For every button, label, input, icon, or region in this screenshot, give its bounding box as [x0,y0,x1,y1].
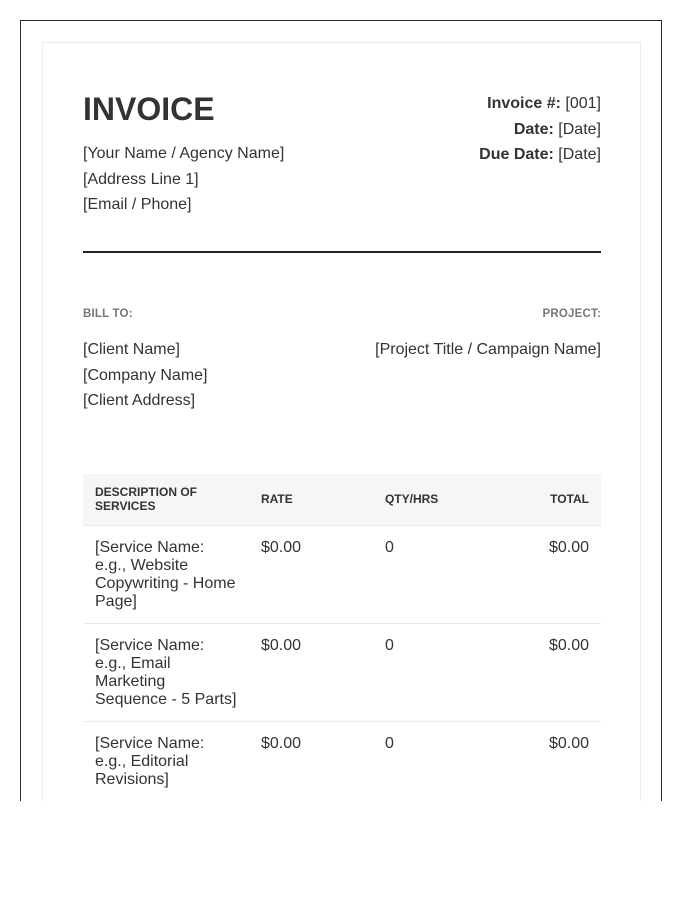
bill-to-label: BILL TO: [83,308,133,320]
sender-contact: [Email / Phone] [83,196,192,213]
row-total: $0.00 [537,721,601,801]
sender-address: [Address Line 1] [83,170,199,188]
invoice-number-row [479,91,601,117]
row-qty: 0 [373,721,537,801]
invoice-sheet [42,42,641,801]
project-title: [Project Title / Campaign Name] [375,341,601,358]
project-label: PROJECT: [542,308,601,320]
bill-to-block [83,307,208,414]
invoice-due-row [479,142,601,168]
document-viewport [20,20,662,801]
invoice-header [83,91,601,243]
sender-block [83,91,284,218]
invoice-due-label: Due Date: [479,146,554,163]
sender-details [83,141,284,218]
invoice-date-row [479,117,601,143]
project-details [375,337,601,363]
row-description: [Service Name: e.g., Website Copywriting - Home Page] [83,525,249,623]
services-table [83,474,601,802]
table-row [83,623,601,721]
client-company: [Company Name] [83,366,208,384]
table-row [83,721,601,801]
invoice-title: INVOICE [83,91,215,127]
row-rate: $0.00 [249,623,373,721]
invoice-date-value: [Date] [553,120,601,138]
invoice-number-value: [001] [560,95,601,112]
client-name: [Client Name] [83,341,180,358]
row-rate: $0.00 [249,525,373,623]
invoice-due-value: [Date] [553,146,601,163]
invoice-number-label: Invoice #: [487,95,561,112]
bill-to-details [83,337,208,414]
invoice-date-label: Date: [513,120,554,138]
header-qty: QTY/HRS [373,474,537,526]
row-qty: 0 [373,525,537,623]
header-rate: RATE [249,474,373,526]
parties-section [83,307,601,414]
row-qty: 0 [373,623,537,721]
client-address: [Client Address] [83,392,196,409]
invoice-meta [479,91,601,168]
table-row [83,525,601,623]
invoice-content [83,91,601,801]
table-header-row [83,474,601,526]
sender-name: [Your Name / Agency Name] [83,145,285,162]
header-description: DESCRIPTION OF SERVICES [83,474,249,526]
header-total: TOTAL [537,474,601,526]
row-description: [Service Name: e.g., Email Marketing Sequence - 5 Parts] [83,623,249,721]
header-divider [83,251,601,253]
row-total: $0.00 [537,623,601,721]
row-description: [Service Name: e.g., Editorial Revisions] [83,721,249,801]
row-total: $0.00 [537,525,601,623]
project-block [375,307,601,414]
row-rate: $0.00 [249,721,373,801]
